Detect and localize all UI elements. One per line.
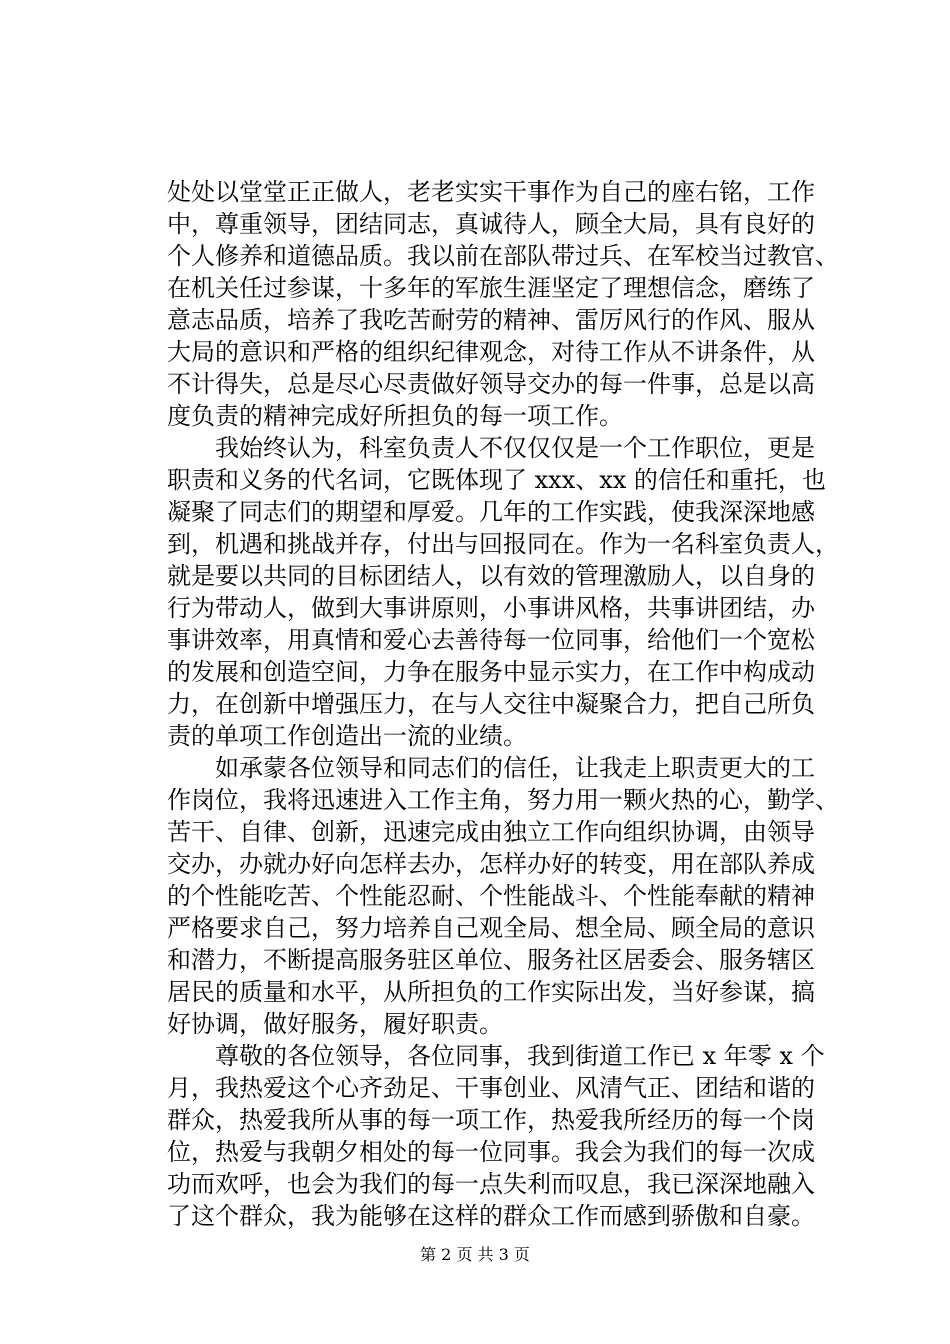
text-line: 的个性能吃苦、个性能忍耐、个性能战斗、个性能奉献的精神 — [167, 882, 815, 910]
text-line: 行为带动人，做到大事讲原则，小事讲风格，共事讲团结，办 — [167, 594, 815, 622]
text-line: 凝聚了同志们的期望和厚爱。几年的工作实践，使我深深地感 — [167, 498, 815, 526]
text-line: 作岗位，我将迅速进入工作主角，努力用一颗火热的心，勤学、 — [167, 786, 839, 814]
text-line: 的发展和创造空间，力争在服务中显示实力，在工作中构成动 — [167, 658, 815, 686]
text-line: 责的单项工作创造出一流的业绩。 — [167, 722, 527, 750]
text-line: 力，在创新中增强压力，在与人交往中凝聚合力，把自己所负 — [167, 690, 815, 718]
text-line: 如承蒙各位领导和同志们的信任，让我走上职责更大的工 — [167, 754, 815, 782]
text-line: 到，机遇和挑战并存，付出与回报同在。作为一名科室负责人， — [167, 530, 839, 558]
text-line: 就是要以共同的目标团结人，以有效的管理激励人，以自身的 — [167, 562, 815, 590]
text-line: 功而欢呼，也会为我们的每一点失利而叹息，我已深深地融入 — [167, 1170, 815, 1198]
text-line: 居民的质量和水平，从所担负的工作实际出发，当好参谋，搞 — [167, 978, 815, 1006]
text-line: 月，我热爱这个心齐劲足、干事创业、风清气正、团结和谐的 — [167, 1074, 815, 1102]
text-line: 处处以堂堂正正做人，老老实实干事作为自己的座右铭，工作 — [167, 178, 815, 206]
text-line: 和潜力，不断提高服务驻区单位、服务社区居委会、服务辖区 — [167, 946, 815, 974]
text-line: 个人修养和道德品质。我以前在部队带过兵、在军校当过教官、 — [167, 242, 839, 270]
text-line: 严格要求自己，努力培养自己观全局、想全局、顾全局的意识 — [167, 914, 815, 942]
text-line: 在机关任过参谋，十多年的军旅生涯坚定了理想信念，磨练了 — [167, 274, 815, 302]
text-line: 群众，热爱我所从事的每一项工作，热爱我所经历的每一个岗 — [167, 1106, 815, 1134]
text-line: 度负责的精神完成好所担负的每一项工作。 — [167, 402, 623, 430]
text-line: 苦干、自律、创新，迅速完成由独立工作向组织协调，由领导 — [167, 818, 815, 846]
page-number-footer: 第 2 页 共 3 页 — [420, 1245, 530, 1264]
text-line: 位，热爱与我朝夕相处的每一位同事。我会为我们的每一次成 — [167, 1138, 815, 1166]
text-line: 了这个群众，我为能够在这样的群众工作而感到骄傲和自豪。 — [167, 1202, 815, 1230]
text-line: 意志品质，培养了我吃苦耐劳的精神、雷厉风行的作风、服从 — [167, 306, 815, 334]
text-line: 好协调，做好服务，履好职责。 — [167, 1010, 503, 1038]
text-line: 大局的意识和严格的组织纪律观念，对待工作从不讲条件，从 — [167, 338, 815, 366]
text-line: 交办，办就办好向怎样去办，怎样办好的转变，用在部队养成 — [167, 850, 815, 878]
text-line: 职责和义务的代名词，它既体现了 xxx、xx 的信任和重托，也 — [167, 466, 826, 494]
text-line: 事讲效率，用真情和爱心去善待每一位同事，给他们一个宽松 — [167, 626, 815, 654]
text-line: 不计得失，总是尽心尽责做好领导交办的每一件事，总是以高 — [167, 370, 815, 398]
text-line: 尊敬的各位领导，各位同事，我到街道工作已 x 年零 x 个 — [167, 1042, 825, 1070]
text-line: 中，尊重领导，团结同志，真诚待人，顾全大局，具有良好的 — [167, 210, 815, 238]
text-line: 我始终认为，科室负责人不仅仅仅是一个工作职位，更是 — [167, 434, 815, 462]
